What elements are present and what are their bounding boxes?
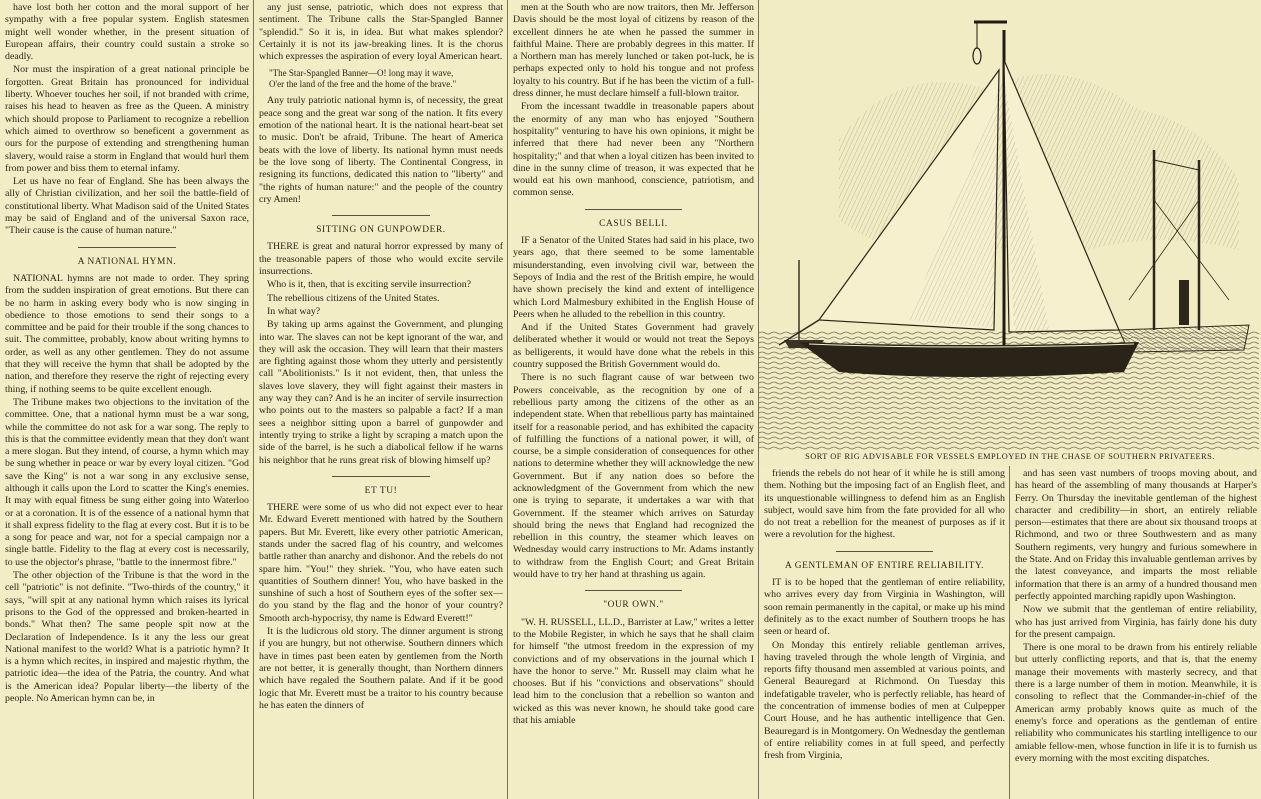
paragraph: There is no such flagrant cause of war between two Powers conceivable, as the recognition by one of a rebellious party among the citizens of the other as an independent state. When that rebellious party has maintained itself for a reasonable period, and has exhibited the capacity of fulfilling the functions of a national power, it will, of course, be a simple consideration of consequences for other nations to determine whether they will acknowledge the new Government. But if any nation does so before the acknowledgment of the Government from which the new one is trying to separate, it undertakes a war with that Government. If the steamer which arrives on Saturday should bring the news that England had recognized the rebellion in this country, the steamer which leaves on Wednesday would carry instructions to Mr. Adams instantly to withdraw from the English Court; and Great Britain would have to try her hand at thrashing us again. — [513, 372, 754, 581]
paragraph: and has seen vast numbers of troops moving about, and has heard of the assembling of many thousands at Harper's Ferry. On Thursday the inevitable gentleman of the highest character and credibility—in short, an entirely reliable person—estimates that there are about six thousand troops at Richmond, and two or three Southwestern and as many Southern regiments, very hungry and furious somewhere in the State. And on Friday this invaluable gentleman arrives by the latest conveyance, and imparts the most reliable information that there is an army of a hundred thousand men perfectly appointed marching rapidly upon Washington. — [1015, 468, 1257, 602]
paragraph: any just sense, patriotic, which does not express that sentiment. The Tribune calls the Star-Spangled Banner "splendid." So it is, in idea. But what makes splendor? Certainly it is not its jaw-breaking lines. It is the chorus which expresses the aspiration of every loyal American heart. — [259, 2, 503, 63]
column-3 — [508, 0, 758, 799]
paragraph: "W. H. RUSSELL, LL.D., Barrister at Law," writes a letter to the Mobile Register, in which he says that he shall claim for himself "the utmost freedom in the expression of my convictions and of my observations in the journal which I have the honor to serve." Mr. Russell may claim what he chooses. But if his "convictions and observations" should lead him to the conclusion that a rebellion so wanton and wicked as this was never known, he should take good care that his amiable — [513, 616, 754, 727]
headline-gentleman-of-reliability: A GENTLEMAN OF ENTIRE RELIABILITY. — [784, 560, 985, 571]
paragraph: Who is it, then, that is exciting servile insurrection? — [267, 279, 472, 291]
paragraph: men at the South who are now traitors, then Mr. Jefferson Davis should be the most loyal of citizens by reason of the excellent dinners he ate when he passed the summer in faithful Maine. There are probably degrees in this matter. If a Northern man has merely lunched or taken pot-luck, he is perhaps expected only to hold his tongue and not profess loyalty to his country. But if he has been the victim of a full-dress dinner, he must declare himself a full-blown traitor. — [513, 2, 754, 100]
paragraph: There is one moral to be drawn from his entirely reliable but utterly conflicting reports, and that is, that the enemy manage their movements with masterly secrecy, and that there is a large number of them in motion. Meanwhile, it is consoling to reflect that the Commander-in-chief of the American army probably knows quite as much of the enemy's force and operations as the gentleman of entire reliability who communicates his startling intelligence to our amiable fellow-men, whose function in life it is to furnish us every morning with the most exciting dispatches. — [1015, 642, 1257, 764]
paragraph: The rebellious citizens of the United States. — [267, 292, 440, 304]
paragraph: It is the ludicrous old story. The dinner argument is strong if you are hungry, but not otherwise. Southern dinners which have in times past been eaten by gentlemen from the North are not better, it is generally thought, than Northern dinners which have regaled the Southern palate. And if it be good logic that Mr. Everett must be a traitor to his country because he has eaten the dinners of — [259, 626, 503, 711]
column-1 — [0, 0, 253, 799]
headline-sitting-on-gunpowder: SITTING ON GUNPOWDER. — [316, 225, 446, 236]
headline-our-own: "OUR OWN." — [603, 600, 664, 611]
quotation-line: "The Star-Spangled Banner—O! long may it wave, — [269, 68, 454, 79]
section-divider — [78, 247, 176, 248]
paragraph: From the incessant twaddle in treasonable papers about the enormity of any man who has enjoyed "Southern hospitality" venturing to have his own opinions, it might be inferred that there had never been any "Northern hospitality;" and that when a loyal citizen has been invited to dine in the sunny clime of treason, it was expected that he would eat his own manhood, conscience, patriotism, and common sense. — [513, 101, 754, 199]
paragraph: And if the United States Government had gravely deliberated whether it would or would not treat the Sepoys as belligerents, it would have done what the rebels in this country supposed the British Government would do. — [513, 322, 754, 371]
paragraph: Let us have no fear of England. She has been always the ally of Christian civilization, and her soil the battle-field of constitutional liberty. What Madison said of the United States may be said of England and of the universal Saxon race, "Their cause is the cause of human nature." — [5, 176, 249, 237]
illustration-privateer-chase — [759, 0, 1259, 466]
paragraph: THERE is great and natural horror expressed by many of the treasonable papers of those who would excite servile insurrections. — [259, 241, 503, 278]
paragraph: In what way? — [267, 305, 321, 317]
paragraph: Nor must the inspiration of a great national principle be forgotten. Great Britain has pronounced for individual liberty. Whoever touches her soil, if not branded with crime, raises his head to heaven as free as the Queen. A ministry which should propose to Parliament to recognize a rebellion which aimed to overthrow so beneficent a government as ours for the purpose of extending and strengthening human slavery, would raise a storm in England that would hurl them from power and biss them to eternal infamy. — [5, 64, 249, 174]
paragraph: IF a Senator of the United States had said in his place, two years ago, that there seemed to be some lamentable misunderstanding, even involving civil war, between the Sepoys of India and the rest of the British empire, he would have shown precisely the kind and extent of intelligence which Lord Malmesbury exhibited in the English House of Peers when he alluded to the rebellion in this country. — [513, 235, 754, 320]
quotation-line: O'er the land of the free and the home of the brave." — [269, 79, 457, 90]
column-5 — [1010, 466, 1261, 799]
paragraph: By taking up arms against the Government, and plunging into war. The slaves can not be kept ignorant of the war, and they will ask the occasion. They will learn that their masters are fighting against those whom they utterly and persistently call "Abolitionists." Is it not evident, then, that unless the slaves love slavery, they will fight against their masters in any way they can? And is he an inciter of servile insurrection who points out to the masters so palpable a fact? If a man sees a neighbor sitting upon a barrel of gunpowder and intently trying to strike a light by scraping a match upon the side of the barrel, is he such a diabolical fellow if he warns his neighbor that he runs great risk of blowing himself up? — [259, 319, 503, 466]
headline-national-hymn: A NATIONAL HYMN. — [77, 256, 177, 267]
paragraph: THERE were some of us who did not expect ever to hear Mr. Edward Everett mentioned with hatred by the Southern papers. But Mr. Everett, like every other patriotic American, stands under the sacred flag of his country, and welcomes battle rather than anarchy and dishonor. And the rebels do not spare him. "You!" they shriek. "You, who have eaten such quantities of Southern dinner! You, who have basked in the sunshine of such a host of Southern eyes of the softer sex—do you stand by the flag and the honor of your country? Smooth arch-hypocrisy, thy name is Edward Everett!" — [259, 502, 503, 624]
paragraph: Any truly patriotic national hymn is, of necessity, the great peace song and the great war song of the nation. It fits every emotion of the national heart. It is the national heart-beat set to music. Don't be afraid, Tribune. The heart of America beats with the love of liberty. Its national hymn must needs be the love song of liberty. The Continental Congress, in resigning its functions, dedicated this nation to "liberty" and "the rights of human nature:" and the people of the country cry Amen! — [259, 95, 503, 205]
headline-casus-belli: CASUS BELLI. — [599, 218, 668, 229]
paragraph: Now we submit that the gentleman of entire reliability, who has just arrived from Virginia, has fairly done his duty for the present campaign. — [1015, 604, 1257, 640]
paragraph: friends the rebels do not hear of it while he is still among them. Nothing but the imposing fact of an English fleet, and its unquestionable willingness to defend him as an English subject, would save him from the fate provided for all who do not treat a rebellion for the meanest of purposes as if it were a revolution for the highest. — [764, 468, 1005, 541]
paragraph: have lost both her cotton and the moral support of her sympathy with a free popular system. English statesmen might well wonder whether, in the present situation of European affairs, their country could sustain a stroke so deadly. — [5, 2, 249, 63]
section-divider — [332, 476, 430, 477]
column-4 — [759, 466, 1009, 799]
paragraph: The other objection of the Tribune is that the word in the cell "patriotic" is not definite. "Two-thirds of the country," it says, "will spit at any national hymn which raises its lyrical prisons to the God of the oppressed and broken-hearted in bonds." What then? The same people spit now at the Declaration of Independence. Is it any the less our great National manifest to the world? What is a patriotic hymn? It is a hymn which recites, in inspired and majestic rhythm, the patriotic idea—the idea of the Patria, the country. And what is the American idea? Popular liberty—the liberty of the people. No American hymn can be, in — [5, 570, 249, 705]
section-divider — [585, 590, 681, 591]
column-2 — [254, 0, 507, 799]
quotation — [269, 68, 503, 90]
paragraph: On Monday this entirely reliable gentleman arrives, having traveled through the whole length of Virginia, and reports fifty thousand men assembled at various points, and General Beauregard at Richmond. On Tuesday this indefatigable traveler, who is perfectly reliable, has heard of the concentration of immense bodies of men at Culpepper Court House, and he has authentic intelligence that Gen. Beauregard is in Montgomery. On Wednesday the gentleman of entire reliability comes in at full speed, and perfectly fresh from Virginia, — [764, 639, 1005, 762]
paragraph: IT is to be hoped that the gentleman of entire reliability, who arrives every day from Virginia in Washington, will soon remain permanently in the capital, or make up his mind definitely as to the exact number of Southern troops he has seen or heard of. — [764, 577, 1005, 638]
section-divider — [585, 209, 681, 210]
paragraph: NATIONAL hymns are not made to order. They spring from the sudden inspiration of great emotions. But there can be no harm in asking every body who is now singing in obedience to those emotions to send their songs to a committee and be paid for their trouble if the song chances to suit. The committee, probably, know about writing hymns to order, as well as any other gentlemen. They do not assume that they will receive the hymn that shall be adopted by the nation, and therefore they reserve the right of rejecting every thing, if nothing seems to be quite excellent enough. — [5, 272, 249, 395]
paragraph: The Tribune makes two objections to the invitation of the committee. One, that a national hymn must be a war song, while the committee do not ask for a war song. The reply to this is that the committee evidently mean that they don't want a mere slogan. But they intend, of course, a hymn which may be sung whether in peace or war by every loyal citizen. "God save the King" is not a war song in any exclusive sense, although it calls upon the Lord to scatter the King's enemies. It may with equal fitness be sung either going into Waterloo or at a coronation. It is of the essence of a national hymn that it shall express fidelity to the flag at every cost. But it is to be a song for peace and war, not for a special campaign nor a single battle. Fidelity to the flag at every cost is necessarily, to use the objector's phrase, "battle to the innermost fibre." — [5, 396, 249, 568]
ship-engraving — [759, 0, 1259, 466]
section-divider — [332, 215, 430, 216]
illustration-caption: SORT OF RIG ADVISABLE FOR VESSELS EMPLOYED IN THE CHASE OF SOUTHERN PRIVATEERS. — [805, 452, 1215, 461]
headline-et-tu: ET TU! — [364, 485, 398, 496]
section-divider — [836, 551, 932, 552]
